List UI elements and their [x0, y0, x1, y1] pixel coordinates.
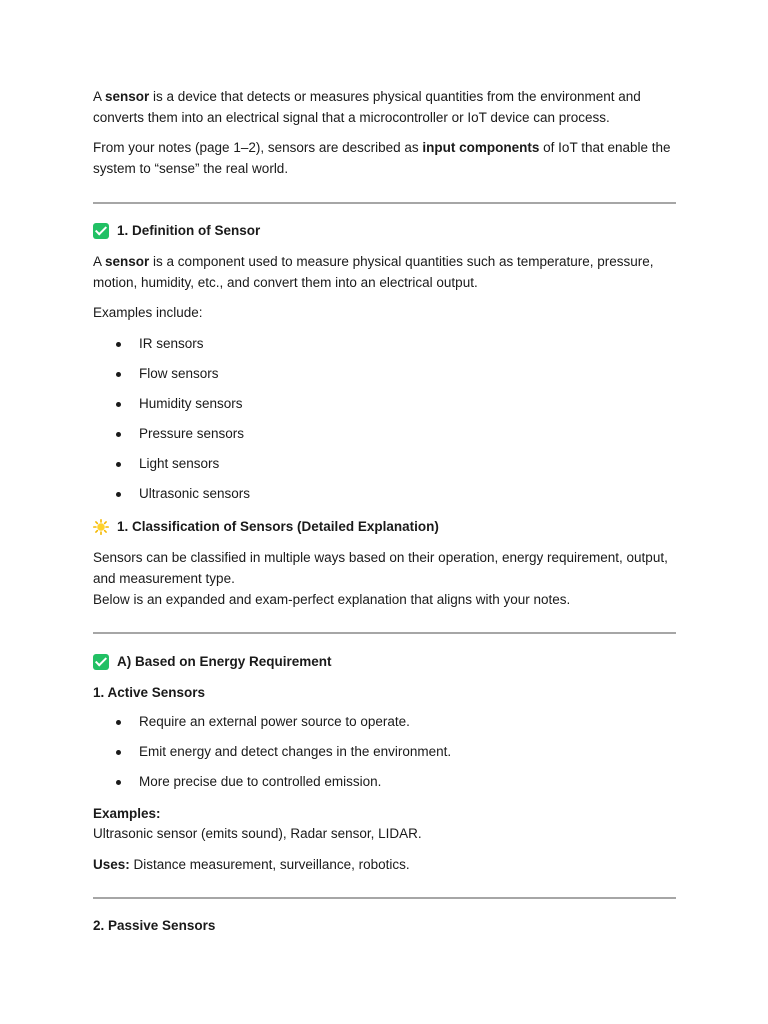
- intro-text: of IoT that enable the system to “sense” the real world.: [93, 140, 671, 176]
- energy-heading: [93, 651, 683, 672]
- uses-label: Uses:: [93, 857, 130, 872]
- active-examples-label: Examples:: [93, 806, 161, 821]
- energy-heading-text: A) Based on Energy Requirement: [117, 654, 332, 669]
- list-item: Pressure sensors: [93, 423, 683, 453]
- intro-text: From your notes (page 1–2), sensors are described as: [93, 140, 423, 155]
- list-item: Emit energy and detect changes in the environment.: [93, 741, 683, 771]
- intro-text: is a device that detects or measures physical quantities from the environment and converts them into an electrical signal that a microcontroller or IoT device can process.: [93, 89, 641, 125]
- list-item: Require an external power source to operate.: [93, 711, 683, 741]
- intro-paragraph-2: [93, 137, 683, 179]
- list-item: Humidity sensors: [93, 393, 683, 423]
- passive-sensors-heading: 2. Passive Sensors: [93, 918, 216, 933]
- horizontal-rule: [93, 632, 676, 634]
- horizontal-rule: [93, 897, 676, 899]
- classification-line-2: Below is an expanded and exam-perfect explanation that aligns with your notes.: [93, 592, 571, 607]
- sun-icon: [93, 519, 109, 535]
- definition-heading-text: 1. Definition of Sensor: [117, 223, 261, 238]
- list-item: More precise due to controlled emission.: [93, 771, 683, 801]
- definition-heading: [93, 220, 683, 241]
- active-sensors-heading: 1. Active Sensors: [93, 685, 206, 700]
- intro-paragraph-1: [93, 86, 683, 128]
- definition-text: is a component used to measure physical quantities such as temperature, pressure, motion, humidity, etc., and convert them into an electrical output.: [93, 254, 654, 290]
- active-sensors-list: [93, 711, 683, 801]
- examples-label: Examples include:: [93, 305, 203, 320]
- definition-bold-term: sensor: [105, 254, 150, 269]
- list-item: IR sensors: [93, 333, 683, 363]
- list-item: Ultrasonic sensors: [93, 483, 683, 513]
- intro-bold-term: input components: [422, 140, 540, 155]
- uses-text: Distance measurement, surveillance, robotics.: [129, 857, 410, 872]
- list-item: Light sensors: [93, 453, 683, 483]
- check-mark-icon: [93, 654, 109, 670]
- definition-text: A: [93, 254, 106, 269]
- classification-heading-text: 1. Classification of Sensors (Detailed Explanation): [117, 519, 439, 534]
- active-examples-text: Ultrasonic sensor (emits sound), Radar sensor, LIDAR.: [93, 826, 422, 841]
- active-uses: [93, 854, 683, 875]
- list-item: Flow sensors: [93, 363, 683, 393]
- examples-list: [93, 333, 683, 513]
- intro-bold-term: sensor: [105, 89, 150, 104]
- horizontal-rule: [93, 202, 676, 204]
- definition-paragraph: [93, 251, 683, 293]
- check-mark-icon: [93, 223, 109, 239]
- classification-line-1: Sensors can be classified in multiple ways based on their operation, energy requirement, output, and measurement type.: [93, 550, 668, 586]
- classification-heading: [93, 516, 683, 537]
- intro-text: A: [93, 89, 106, 104]
